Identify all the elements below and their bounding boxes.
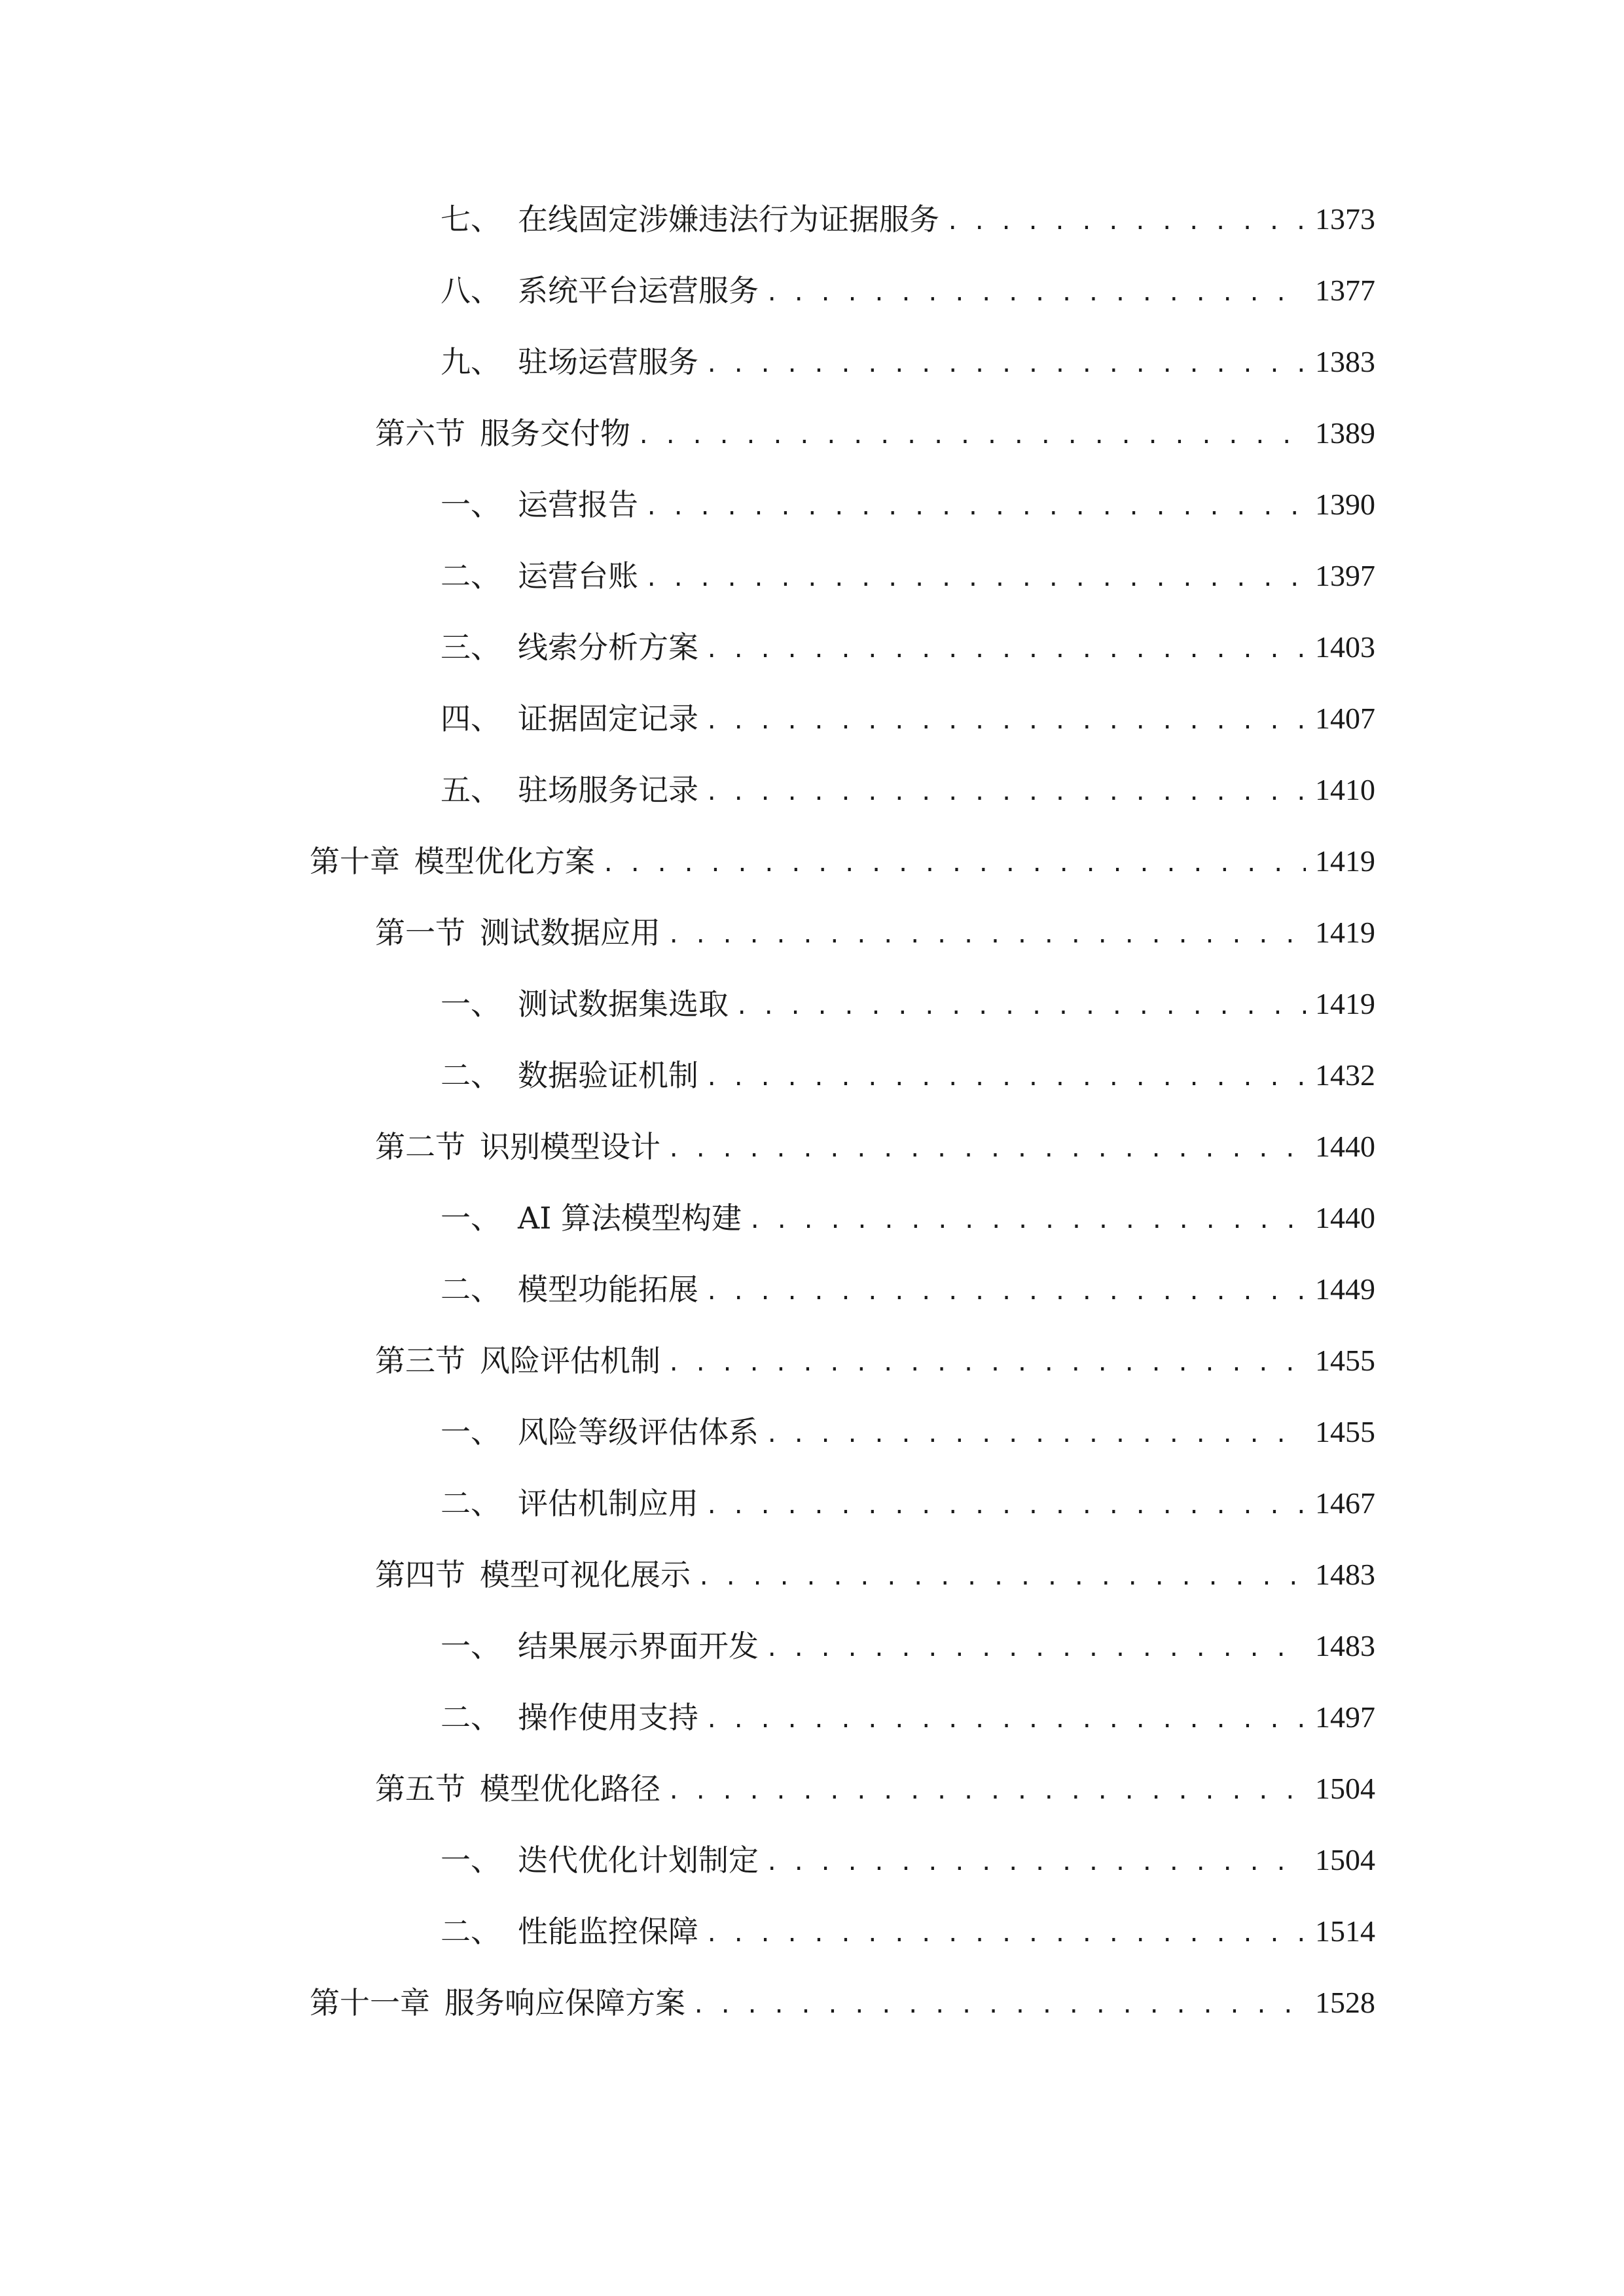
dot-leader — [748, 1198, 1306, 1244]
toc-entry-title: 性能监控保障 — [518, 1914, 698, 1949]
toc-entry-number: 一、 — [441, 1628, 501, 1664]
toc-entry-number: 二、 — [441, 1914, 501, 1949]
toc-entry[interactable] — [441, 1837, 1375, 1883]
dot-leader — [705, 342, 1306, 387]
dot-leader — [765, 270, 1306, 316]
toc-entry-title: 运营台账 — [518, 558, 638, 594]
toc-entry[interactable] — [375, 1338, 1375, 1384]
toc-entry[interactable] — [310, 1980, 1375, 2026]
toc-entry-number: 第二节 — [375, 1129, 465, 1164]
toc-entry-number: 二、 — [441, 558, 501, 594]
toc-entry-title: 系统平台运营服务 — [518, 273, 759, 308]
toc-entry[interactable] — [441, 1623, 1375, 1669]
toc-entry-number: 第五节 — [375, 1771, 465, 1806]
dot-leader — [697, 1554, 1306, 1600]
toc-entry-title: 服务响应保障方案 — [444, 1985, 685, 2020]
toc-entry-title: 风险等级评估体系 — [518, 1414, 759, 1450]
toc-entry-title: 测试数据应用 — [480, 915, 660, 950]
toc-entry-page: 1455 — [1315, 1344, 1375, 1377]
dot-leader — [705, 698, 1306, 744]
dot-leader — [765, 1626, 1306, 1672]
toc-entry-title: 驻场运营服务 — [518, 344, 698, 380]
toc-entry-title: 模型可视化展示 — [480, 1557, 691, 1592]
toc-entry-page: 1383 — [1315, 345, 1375, 378]
toc-entry[interactable] — [441, 268, 1375, 314]
dot-leader — [637, 413, 1306, 459]
toc-entry[interactable] — [441, 339, 1375, 385]
toc-entry-title: AI 算法模型构建 — [518, 1200, 742, 1236]
toc-entry-number: 一、 — [441, 487, 501, 522]
toc-entry-page: 1432 — [1315, 1058, 1375, 1092]
toc-entry-page: 1483 — [1315, 1629, 1375, 1662]
dot-leader — [667, 1768, 1306, 1814]
toc-entry-title: 测试数据集选取 — [518, 986, 729, 1022]
toc-entry-page: 1407 — [1315, 702, 1375, 735]
toc-entry-title: 评估机制应用 — [518, 1486, 698, 1521]
toc-entry-title: 模型优化路径 — [480, 1771, 660, 1806]
toc-entry[interactable] — [441, 1480, 1375, 1526]
dot-leader — [705, 1269, 1306, 1315]
toc-entry-number: 二、 — [441, 1058, 501, 1093]
dot-leader — [692, 1982, 1306, 2028]
toc-entry-title: 运营报告 — [518, 487, 638, 522]
toc-entry-title: 模型功能拓展 — [518, 1272, 698, 1307]
dot-leader — [946, 199, 1306, 245]
toc-entry-page: 1440 — [1315, 1201, 1375, 1234]
toc-entry[interactable] — [441, 1195, 1375, 1241]
dot-leader — [705, 770, 1306, 816]
toc-entry-title: 模型优化方案 — [414, 844, 595, 879]
toc-entry-title: 数据验证机制 — [518, 1058, 698, 1093]
toc-entry-title: 风险评估机制 — [480, 1343, 660, 1378]
dot-leader — [645, 484, 1306, 530]
toc-entry-number: 二、 — [441, 1486, 501, 1521]
dot-leader — [705, 1483, 1306, 1529]
toc-entry-number: 三、 — [441, 630, 501, 665]
toc-entry[interactable] — [441, 1052, 1375, 1098]
toc-entry-page: 1504 — [1315, 1843, 1375, 1876]
toc-entry[interactable] — [441, 553, 1375, 599]
toc-entry-page: 1504 — [1315, 1772, 1375, 1805]
toc-entry-number: 一、 — [441, 1414, 501, 1450]
toc-entry-number: 第十一章 — [310, 1985, 430, 2020]
toc-entry-number: 一、 — [441, 1200, 501, 1236]
toc-entry-page: 1377 — [1315, 274, 1375, 307]
toc-entry-page: 1467 — [1315, 1486, 1375, 1520]
toc-entry-page: 1403 — [1315, 630, 1375, 664]
toc-entry[interactable] — [375, 410, 1375, 456]
toc-entry-title: 证据固定记录 — [518, 701, 698, 736]
toc-entry-title: 操作使用支持 — [518, 1700, 698, 1735]
toc-entry-page: 1410 — [1315, 773, 1375, 806]
toc-entry[interactable] — [441, 1909, 1375, 1954]
toc-entry-number: 二、 — [441, 1272, 501, 1307]
toc-entry-page: 1440 — [1315, 1130, 1375, 1163]
dot-leader — [705, 1911, 1306, 1957]
toc-entry-title: 迭代优化计划制定 — [518, 1842, 759, 1878]
dot-leader — [705, 627, 1306, 673]
dot-leader — [705, 1697, 1306, 1743]
toc-entry-title: 在线固定涉嫌违法行为证据服务 — [518, 202, 939, 237]
toc-entry-number: 第十章 — [310, 844, 400, 879]
dot-leader — [765, 1412, 1306, 1458]
toc-entry-title: 识别模型设计 — [480, 1129, 660, 1164]
toc-entry-page: 1419 — [1315, 987, 1375, 1020]
dot-leader — [667, 912, 1306, 958]
toc-entry[interactable] — [441, 981, 1375, 1027]
dot-leader — [602, 841, 1306, 887]
toc-entry-number: 四、 — [441, 701, 501, 736]
toc-entry-title: 线索分析方案 — [518, 630, 698, 665]
toc-entry-page: 1528 — [1315, 1986, 1375, 2019]
toc-entry-page: 1483 — [1315, 1558, 1375, 1591]
dot-leader — [667, 1340, 1306, 1386]
toc-entry-number: 第六节 — [375, 416, 465, 451]
toc-entry-title: 服务交付物 — [480, 416, 630, 451]
toc-entry-number: 第一节 — [375, 915, 465, 950]
toc-entry-page: 1514 — [1315, 1914, 1375, 1948]
toc-entry-number: 第四节 — [375, 1557, 465, 1592]
toc-entry-number: 九、 — [441, 344, 501, 380]
dot-leader — [735, 984, 1306, 1030]
toc-entry[interactable] — [441, 696, 1375, 742]
toc-entry-page: 1397 — [1315, 559, 1375, 592]
dot-leader — [645, 556, 1306, 601]
toc-entry[interactable] — [441, 482, 1375, 528]
toc-entry[interactable] — [441, 196, 1375, 242]
toc-entry[interactable] — [375, 1124, 1375, 1170]
toc-entry-title: 结果展示界面开发 — [518, 1628, 759, 1664]
toc-entry[interactable] — [441, 624, 1375, 670]
toc-entry-number: 第三节 — [375, 1343, 465, 1378]
toc-entry[interactable] — [375, 1552, 1375, 1598]
dot-leader — [765, 1840, 1306, 1886]
toc-entry-title: 驻场服务记录 — [518, 772, 698, 808]
toc-entry[interactable] — [441, 1409, 1375, 1455]
toc-entry[interactable] — [441, 1695, 1375, 1740]
toc-entry[interactable] — [441, 1266, 1375, 1312]
dot-leader — [705, 1055, 1306, 1101]
toc-entry[interactable] — [375, 910, 1375, 956]
toc-entry-number: 八、 — [441, 273, 501, 308]
dot-leader — [667, 1126, 1306, 1172]
toc-entry[interactable] — [310, 838, 1375, 884]
toc-entry-page: 1455 — [1315, 1415, 1375, 1448]
toc-entry-page: 1419 — [1315, 916, 1375, 949]
toc-entry-number: 五、 — [441, 772, 501, 808]
toc-entry-number: 一、 — [441, 986, 501, 1022]
toc-entry-number: 二、 — [441, 1700, 501, 1735]
toc-entry-page: 1373 — [1315, 202, 1375, 236]
toc-entry-number: 一、 — [441, 1842, 501, 1878]
toc-entry[interactable] — [375, 1766, 1375, 1812]
toc-entry-page: 1497 — [1315, 1700, 1375, 1734]
toc-entry-page: 1389 — [1315, 416, 1375, 450]
toc-entry-page: 1419 — [1315, 844, 1375, 878]
toc-entry-page: 1390 — [1315, 488, 1375, 521]
toc-entry-page: 1449 — [1315, 1272, 1375, 1306]
toc-entry[interactable] — [441, 767, 1375, 813]
toc-entry-number: 七、 — [441, 202, 501, 237]
